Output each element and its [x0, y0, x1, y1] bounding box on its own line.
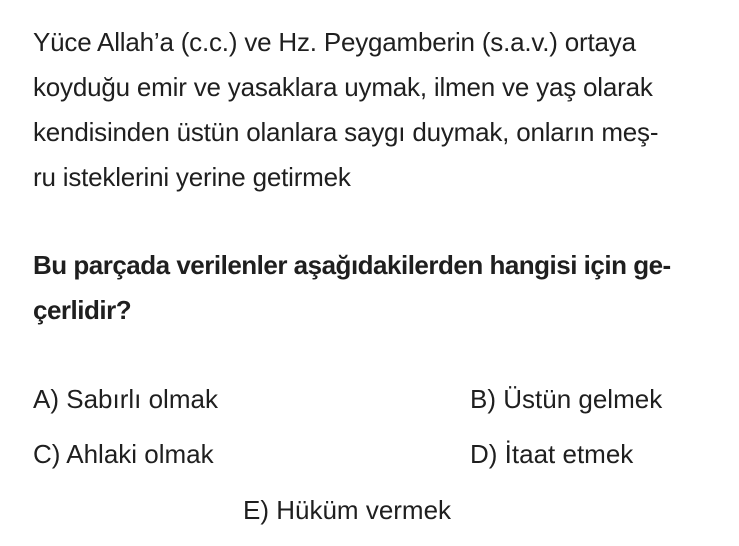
passage-line-2: koyduğu emir ve yasaklara uymak, ilmen ve yaş olarak: [33, 72, 653, 102]
option-c-letter: C): [33, 439, 61, 469]
question-line-1: Bu parçada verilenler aşağıdakilerden hangisi için ge-: [33, 250, 671, 280]
option-c-text: Ahlaki olmak: [66, 439, 214, 469]
option-a-text: Sabırlı olmak: [66, 384, 218, 414]
question-line-2: çerlidir?: [33, 295, 132, 325]
question-stem: [33, 243, 723, 333]
passage-text: [33, 20, 723, 200]
passage-line-4: ru isteklerini yerine getirmek: [33, 162, 351, 192]
option-e[interactable]: [243, 494, 451, 526]
option-b[interactable]: [470, 383, 662, 415]
option-a[interactable]: [33, 383, 218, 415]
option-e-text: Hüküm vermek: [276, 495, 452, 525]
option-d-text: İtaat etmek: [504, 439, 634, 469]
passage-line-3: kendisinden üstün olanlara saygı duymak, onların meş-: [33, 117, 659, 147]
option-e-letter: E): [243, 495, 269, 525]
option-d[interactable]: [470, 438, 633, 470]
option-b-letter: B): [470, 384, 496, 414]
option-c[interactable]: [33, 438, 214, 470]
passage-line-1: Yüce Allah’a (c.c.) ve Hz. Peygamberin (s.a.v.) ortaya: [33, 27, 636, 57]
option-d-letter: D): [470, 439, 498, 469]
option-b-text: Üstün gelmek: [503, 384, 663, 414]
option-a-letter: A): [33, 384, 59, 414]
